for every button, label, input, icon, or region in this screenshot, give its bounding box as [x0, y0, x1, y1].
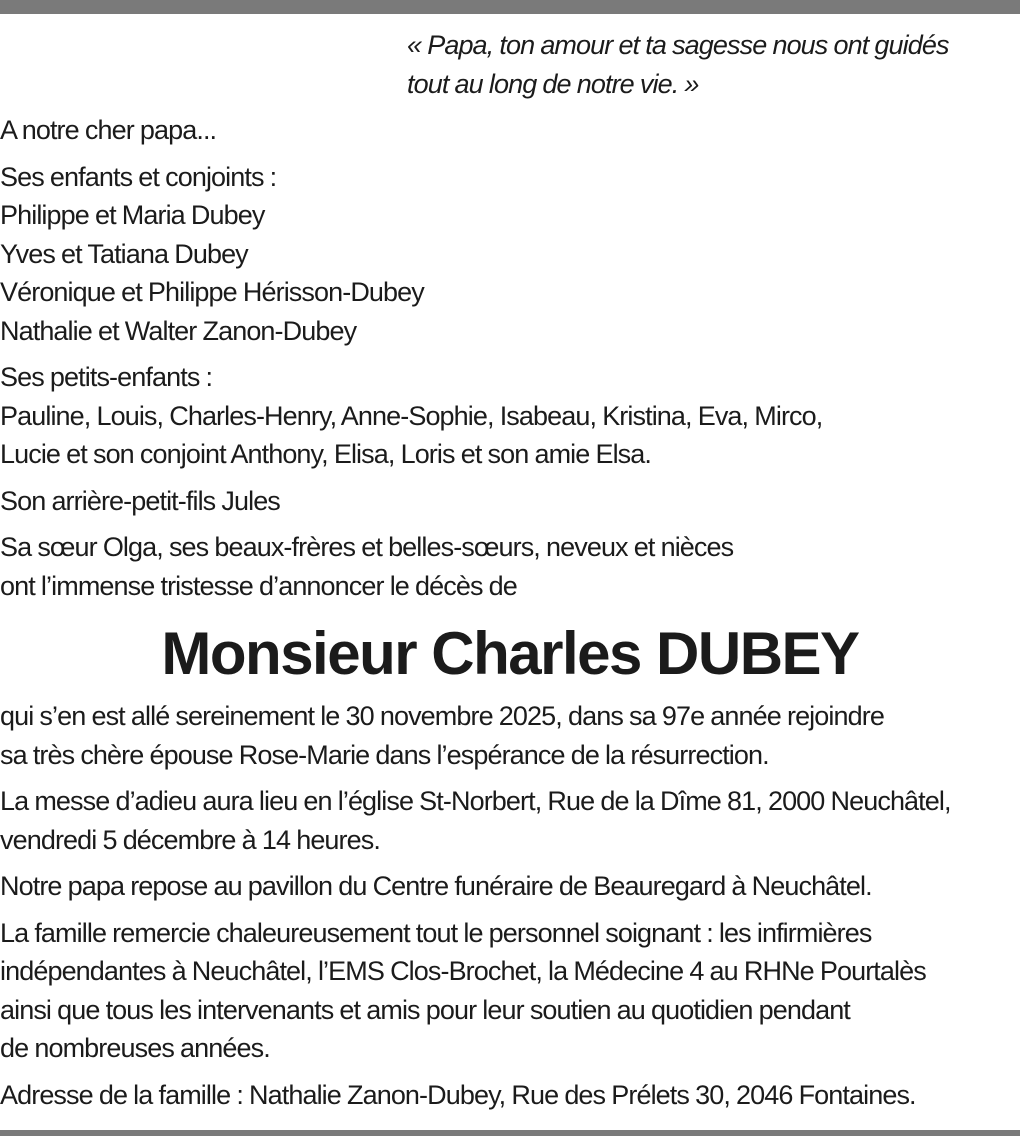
opening-quote	[407, 26, 1020, 103]
thanks-line: de nombreuses années.	[0, 1033, 270, 1063]
thanks-block	[0, 914, 1020, 1068]
bottom-rule	[0, 1130, 1020, 1136]
grandchildren-heading: Ses petits-enfants :	[0, 362, 213, 392]
children-block	[0, 158, 1020, 351]
top-rule	[0, 0, 1020, 14]
great-grandchild-block	[0, 482, 1020, 521]
mass-line: vendredi 5 décembre à 14 heures.	[0, 824, 380, 855]
child-couple: Véronique et Philippe Hérisson-Dubey	[0, 277, 424, 307]
announcement-line: Sa sœur Olga, ses beaux-frères et belles-sœurs, neveux et nièces	[0, 532, 734, 562]
mass-block	[0, 782, 1020, 859]
thanks-line: La famille remercie chaleureusement tout le personnel soignant : les infirmières	[0, 917, 872, 948]
deceased-name: Monsieur Charles DUBEY	[161, 620, 859, 687]
announcement-block	[0, 528, 1020, 605]
mass-line: La messe d’adieu aura lieu en l’église St-Norbert, Rue de la Dîme 81, 2000 Neuchâtel,	[0, 786, 951, 816]
address-block	[0, 1076, 1020, 1115]
passing-line: qui s’en est allé sereinement le 30 novembre 2025, dans sa 97e année rejoindre	[0, 701, 884, 731]
rest-block	[0, 867, 1020, 906]
grandchildren-block	[0, 358, 1020, 474]
obituary-notice	[0, 26, 1020, 1114]
thanks-line: indépendantes à Neuchâtel, l’EMS Clos-Brochet, la Médecine 4 au RHNe Pourtalès	[0, 956, 926, 986]
rest-line: Notre papa repose au pavillon du Centre funéraire de Beauregard à Neuchâtel.	[0, 871, 872, 901]
grandchildren-line: Pauline, Louis, Charles-Henry, Anne-Sophie, Isabeau, Kristina, Eva, Mirco,	[0, 400, 823, 431]
child-couple: Nathalie et Walter Zanon-Dubey	[0, 315, 357, 346]
thanks-line: ainsi que tous les intervenants et amis pour leur soutien au quotidien pendant	[0, 994, 850, 1025]
passing-line: sa très chère épouse Rose-Marie dans l’espérance de la résurrection.	[0, 739, 769, 770]
dedication: A notre cher papa...	[0, 115, 217, 145]
passing-block	[0, 697, 1020, 774]
child-couple: Philippe et Maria Dubey	[0, 200, 265, 230]
children-heading: Ses enfants et conjoints :	[0, 161, 277, 192]
quote-line: tout au long de notre vie. »	[407, 68, 699, 99]
announcement-line: ont l’immense tristesse d’annoncer le décès de	[0, 570, 517, 601]
family-address: Adresse de la famille : Nathalie Zanon-Dubey, Rue des Prélets 30, 2046 Fontaines.	[0, 1079, 916, 1110]
great-grandchild: Son arrière-petit-fils Jules	[0, 485, 280, 516]
quote-line: « Papa, ton amour et ta sagesse nous ont guidés	[407, 30, 949, 60]
child-couple: Yves et Tatiana Dubey	[0, 238, 248, 269]
dedication-block	[0, 111, 1020, 150]
grandchildren-line: Lucie et son conjoint Anthony, Elisa, Loris et son amie Elsa.	[0, 439, 651, 469]
